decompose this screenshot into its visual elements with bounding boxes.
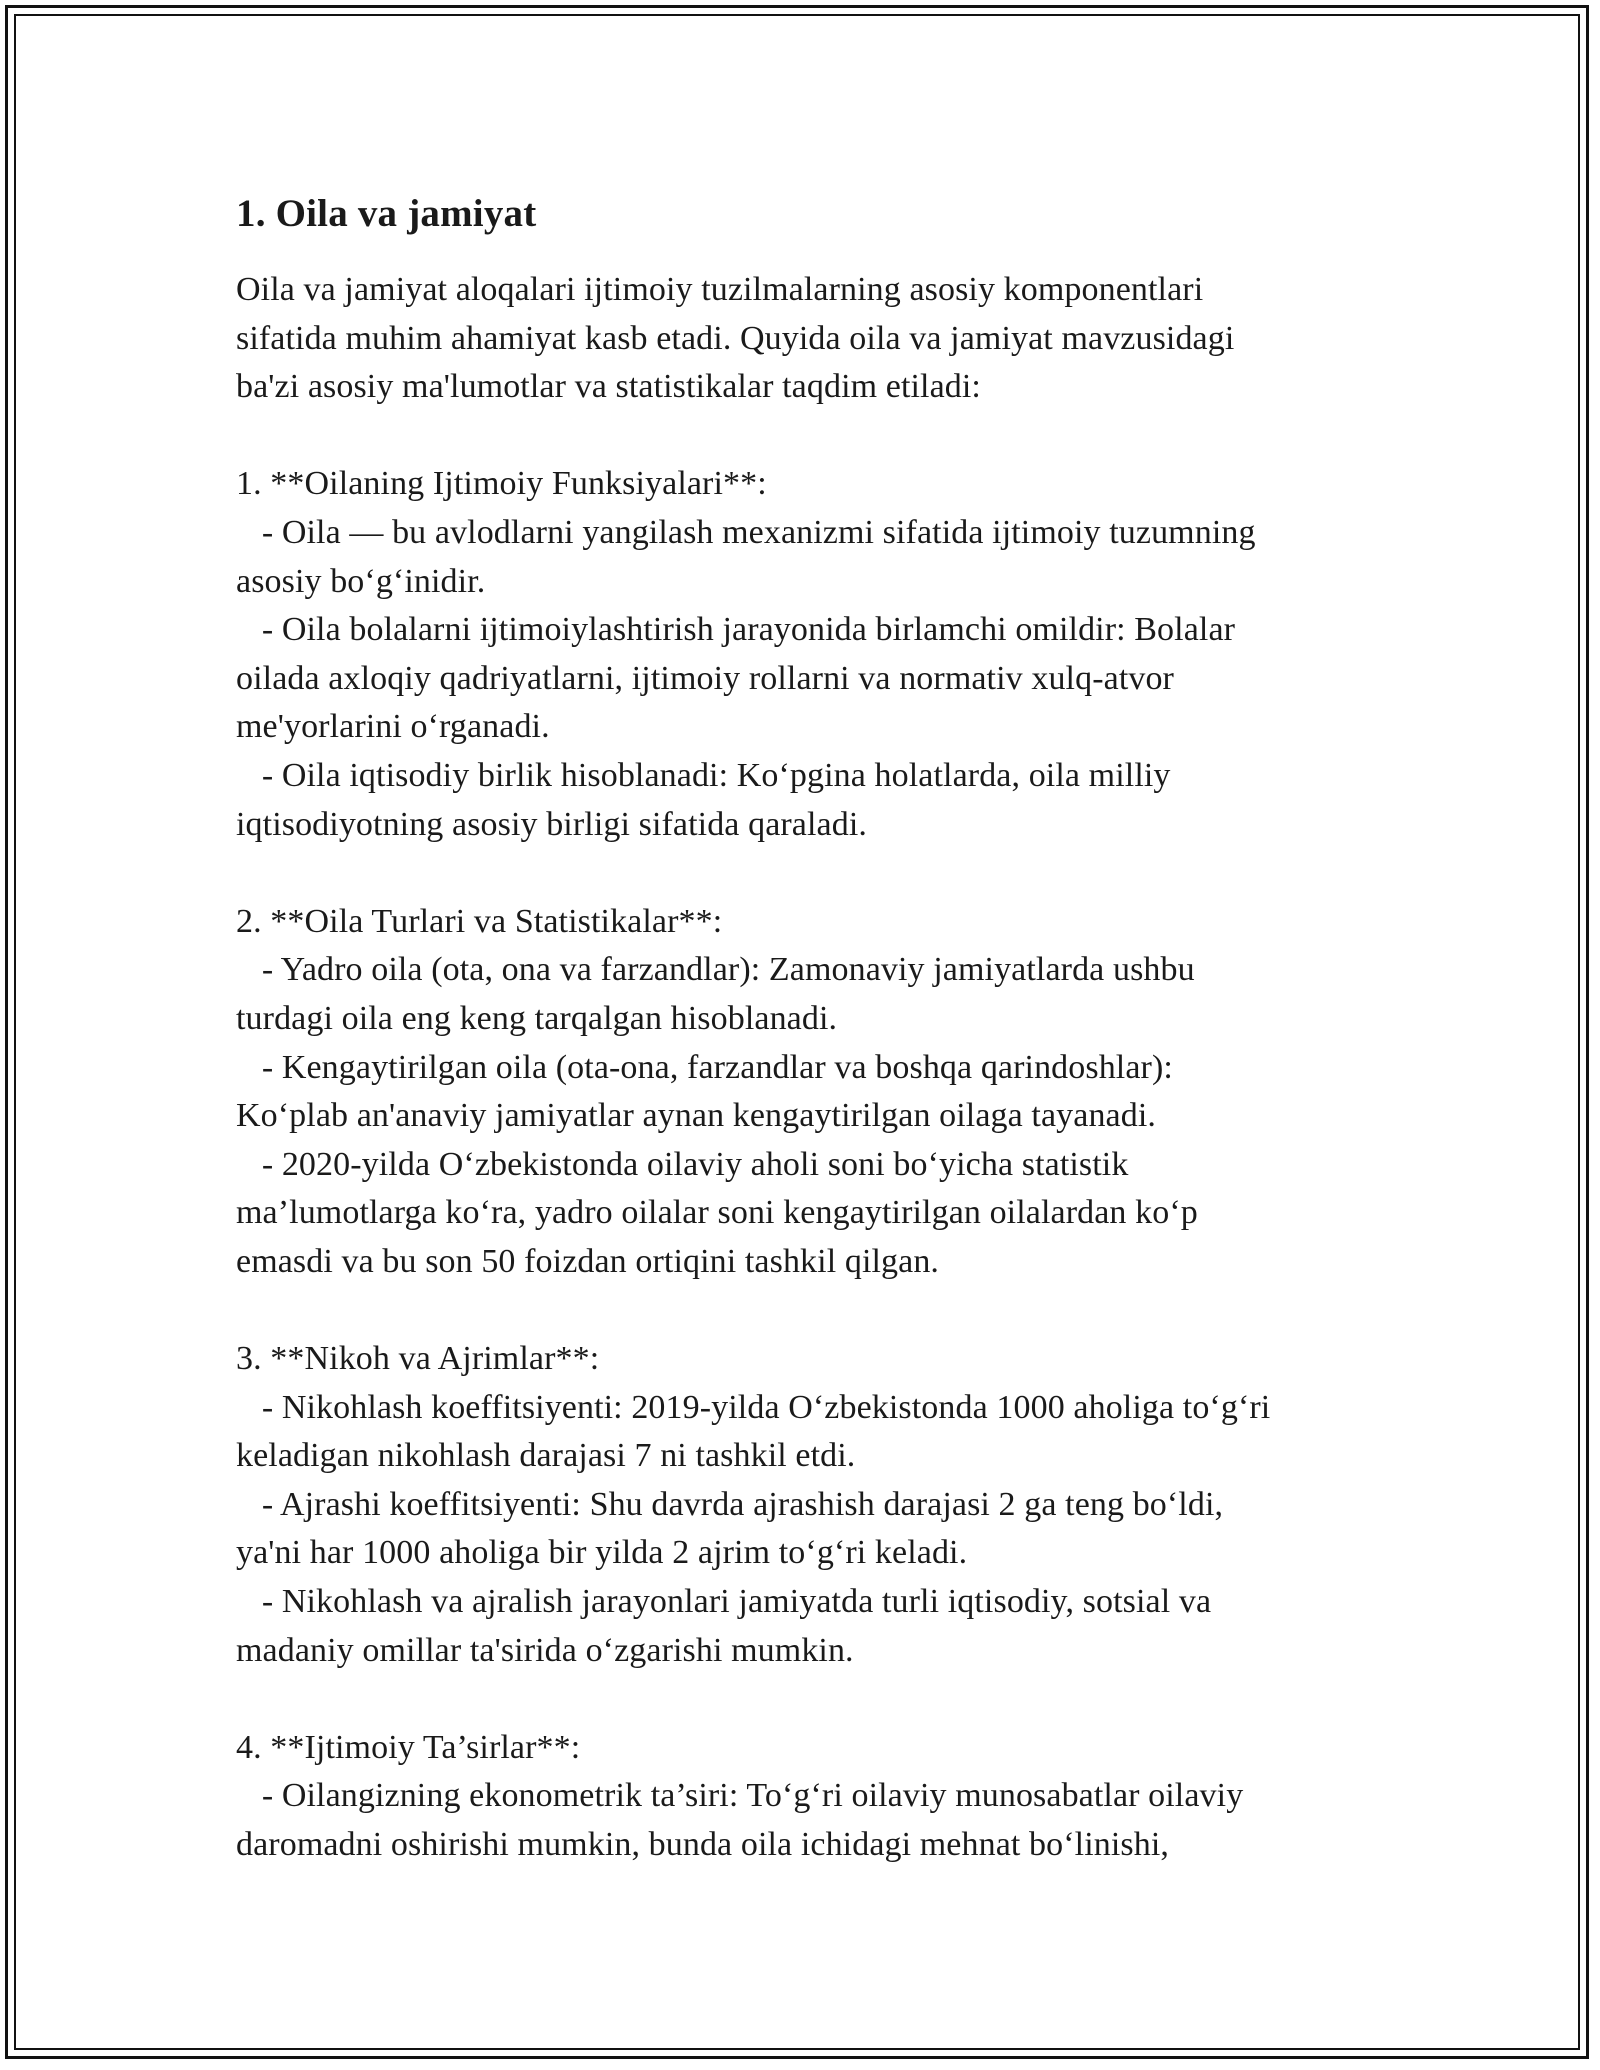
document-content xyxy=(236,188,1366,1870)
document-heading: 1. Oila va jamiyat xyxy=(236,192,537,235)
document-body: Oila va jamiyat aloqalari ijtimoiy tuzilmalarning asosiy komponentlari sifatida muhim ahamiyat kasb etadi. Quyida oila va jamiyat mavzusidagi ba'zi asosiy ma'lumotlar va statistikalar taqdim etiladi: 1. **Oilaning Ijtimoiy Funksiyalari**: - Oila — bu avlodlarni yangilash mexanizmi sifatida ijtimoiy tuzumning asosiy bo‘g‘inidir. - Oila bolalarni ijtimoiylashtirish jarayonida birlamchi omildir: Bolalar oilada axloqiy qadriyatlarni, ijtimoiy rollarni va normativ xulq-atvor me'yorlarini o‘rganadi. - Oila iqtisodiy birlik hisoblanadi: Ko‘pgina holatlarda, oila milliy iqtisodiyotning asosiy birligi sifatida qaraladi. 2. **Oila Turlari va Statistikalar**: - Yadro oila (ota, ona va farzandlar): Zamonaviy jamiyatlarda ushbu turdagi oila eng keng tarqalgan hisoblanadi. - Kengaytirilgan oila (ota-ona, farzandlar va boshqa qarindoshlar): Ko‘plab an'anaviy jamiyatlar aynan kengaytirilgan oilaga tayanadi. - 2020-yilda O‘zbekistonda oilaviy aholi soni bo‘yicha statistik ma’lumotlarga ko‘ra, yadro oilalar soni kengaytirilgan oilalardan ko‘p emasdi va bu son 50 foizdan ortiqini tashkil qilgan. 3. **Nikoh va Ajrimlar**: - Nikohlash koeffitsiyenti: 2019-yilda O‘zbekistonda 1000 aholiga to‘g‘ri keladigan nikohlash darajasi 7 ni tashkil etdi. - Ajrashi koeffitsiyenti: Shu davrda ajrashish darajasi 2 ga teng bo‘ldi, ya'ni har 1000 aholiga bir yilda 2 ajrim to‘g‘ri keladi. - Nikohlash va ajralish jarayonlari jamiyatda turli iqtisodiy, sotsial va madaniy omillar ta'sirida o‘zgarishi mumkin. 4. **Ijtimoiy Ta’sirlar**: - Oilangizning ekonometrik ta’siri: To‘g‘ri oilaviy munosabatlar oilaviy daromadni oshirishi mumkin, bunda oila ichidagi mehnat bo‘linishi, xyxy=(236,271,1271,1863)
